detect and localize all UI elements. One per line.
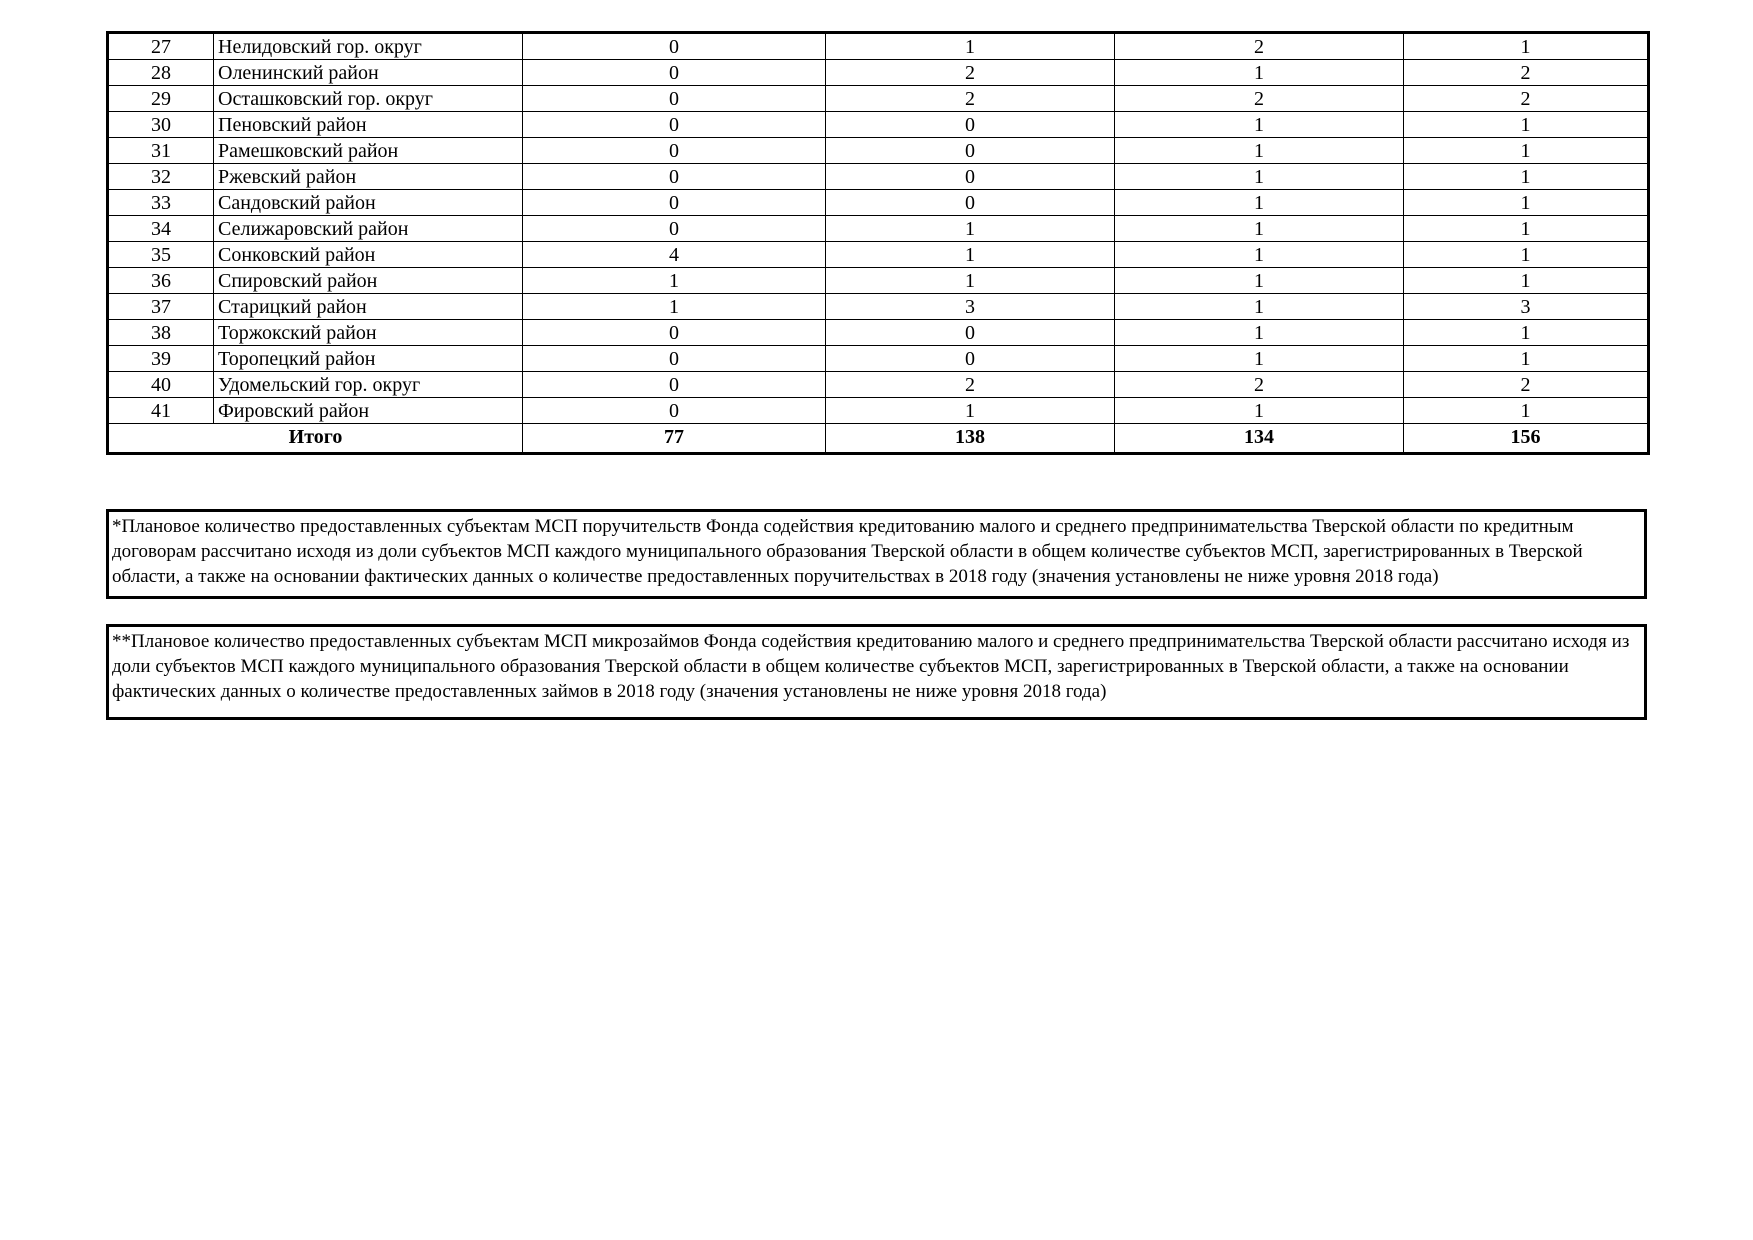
value-col-1: 1	[523, 294, 826, 320]
district-name: Осташковский гор. округ	[214, 86, 523, 112]
value-col-2: 1	[826, 33, 1115, 60]
districts-table	[106, 31, 1650, 455]
value-col-3: 1	[1115, 294, 1404, 320]
row-number: 32	[108, 164, 214, 190]
value-col-2: 2	[826, 86, 1115, 112]
value-col-1: 0	[523, 190, 826, 216]
value-col-3: 1	[1115, 60, 1404, 86]
value-col-2: 2	[826, 372, 1115, 398]
row-number: 33	[108, 190, 214, 216]
district-name: Ржевский район	[214, 164, 523, 190]
district-name: Фировский район	[214, 398, 523, 424]
value-col-4: 1	[1404, 398, 1649, 424]
value-col-1: 1	[523, 268, 826, 294]
total-value-2: 138	[826, 424, 1115, 454]
row-number: 34	[108, 216, 214, 242]
table-row	[108, 372, 1649, 398]
value-col-3: 2	[1115, 33, 1404, 60]
value-col-1: 0	[523, 164, 826, 190]
row-number: 35	[108, 242, 214, 268]
district-name: Удомельский гор. округ	[214, 372, 523, 398]
district-name: Торжокский район	[214, 320, 523, 346]
table-row	[108, 33, 1649, 60]
table-row	[108, 268, 1649, 294]
row-number: 31	[108, 138, 214, 164]
value-col-3: 1	[1115, 190, 1404, 216]
value-col-1: 0	[523, 346, 826, 372]
table-row	[108, 346, 1649, 372]
value-col-2: 1	[826, 398, 1115, 424]
value-col-4: 1	[1404, 138, 1649, 164]
value-col-4: 1	[1404, 33, 1649, 60]
district-name: Нелидовский гор. округ	[214, 33, 523, 60]
value-col-1: 0	[523, 398, 826, 424]
value-col-1: 0	[523, 86, 826, 112]
value-col-3: 1	[1115, 398, 1404, 424]
value-col-1: 4	[523, 242, 826, 268]
row-number: 29	[108, 86, 214, 112]
value-col-3: 1	[1115, 242, 1404, 268]
value-col-2: 1	[826, 268, 1115, 294]
value-col-2: 3	[826, 294, 1115, 320]
table-row	[108, 294, 1649, 320]
value-col-2: 0	[826, 164, 1115, 190]
table-row	[108, 60, 1649, 86]
table-row	[108, 86, 1649, 112]
value-col-1: 0	[523, 60, 826, 86]
value-col-1: 0	[523, 112, 826, 138]
district-name: Спировский район	[214, 268, 523, 294]
value-col-2: 0	[826, 346, 1115, 372]
value-col-4: 1	[1404, 268, 1649, 294]
row-number: 30	[108, 112, 214, 138]
value-col-2: 2	[826, 60, 1115, 86]
value-col-3: 1	[1115, 164, 1404, 190]
table-row	[108, 112, 1649, 138]
district-name: Торопецкий район	[214, 346, 523, 372]
value-col-4: 1	[1404, 164, 1649, 190]
value-col-1: 0	[523, 138, 826, 164]
value-col-3: 1	[1115, 112, 1404, 138]
row-number: 28	[108, 60, 214, 86]
value-col-4: 1	[1404, 216, 1649, 242]
value-col-1: 0	[523, 372, 826, 398]
table-row	[108, 164, 1649, 190]
value-col-2: 1	[826, 216, 1115, 242]
footnote-guarantees: *Плановое количество предоставленных субъектам МСП поручительств Фонда содействия кредитованию малого и среднего предпринимательства Тверской области по кредитным договорам рассчитано исходя из доли субъектов МСП каждого муниципального образования Тверской области в общем количестве субъектов МСП, зарегистрированных в Тверской области, а также на основании фактических данных о количестве предоставленных поручительствах в 2018 году (значения установлены не ниже уровня 2018 года)	[106, 509, 1647, 599]
value-col-4: 2	[1404, 372, 1649, 398]
value-col-1: 0	[523, 320, 826, 346]
value-col-1: 0	[523, 216, 826, 242]
table-row	[108, 320, 1649, 346]
value-col-2: 0	[826, 112, 1115, 138]
value-col-4: 1	[1404, 112, 1649, 138]
value-col-2: 0	[826, 138, 1115, 164]
value-col-4: 1	[1404, 242, 1649, 268]
district-name: Сонковский район	[214, 242, 523, 268]
district-name: Старицкий район	[214, 294, 523, 320]
table-row	[108, 398, 1649, 424]
value-col-4: 1	[1404, 346, 1649, 372]
total-value-4: 156	[1404, 424, 1649, 454]
district-name: Сандовский район	[214, 190, 523, 216]
row-number: 37	[108, 294, 214, 320]
value-col-3: 1	[1115, 346, 1404, 372]
value-col-4: 2	[1404, 60, 1649, 86]
row-number: 41	[108, 398, 214, 424]
row-number: 36	[108, 268, 214, 294]
district-name: Селижаровский район	[214, 216, 523, 242]
value-col-4: 2	[1404, 86, 1649, 112]
row-number: 39	[108, 346, 214, 372]
value-col-3: 1	[1115, 216, 1404, 242]
total-label: Итого	[108, 424, 523, 454]
table-row	[108, 138, 1649, 164]
district-name: Пеновский район	[214, 112, 523, 138]
districts-table-body	[108, 33, 1649, 454]
value-col-4: 1	[1404, 190, 1649, 216]
value-col-3: 1	[1115, 320, 1404, 346]
value-col-2: 0	[826, 320, 1115, 346]
district-name: Оленинский район	[214, 60, 523, 86]
district-name: Рамешковский район	[214, 138, 523, 164]
row-number: 40	[108, 372, 214, 398]
table-row	[108, 190, 1649, 216]
total-value-3: 134	[1115, 424, 1404, 454]
value-col-1: 0	[523, 33, 826, 60]
footnote-microloans: **Плановое количество предоставленных субъектам МСП микрозаймов Фонда содействия кредитованию малого и среднего предпринимательства Тверской области рассчитано исходя из доли субъектов МСП каждого муниципального образования Тверской области в общем количестве субъектов МСП, зарегистрированных в Тверской области, а также на основании фактических данных о количестве предоставленных займов в 2018 году (значения установлены не ниже уровня 2018 года)	[106, 624, 1647, 720]
value-col-4: 1	[1404, 320, 1649, 346]
value-col-3: 1	[1115, 138, 1404, 164]
value-col-3: 2	[1115, 86, 1404, 112]
table-row	[108, 216, 1649, 242]
value-col-3: 1	[1115, 268, 1404, 294]
total-row	[108, 424, 1649, 454]
row-number: 38	[108, 320, 214, 346]
value-col-2: 0	[826, 190, 1115, 216]
value-col-4: 3	[1404, 294, 1649, 320]
row-number: 27	[108, 33, 214, 60]
value-col-3: 2	[1115, 372, 1404, 398]
total-value-1: 77	[523, 424, 826, 454]
table-row	[108, 242, 1649, 268]
value-col-2: 1	[826, 242, 1115, 268]
